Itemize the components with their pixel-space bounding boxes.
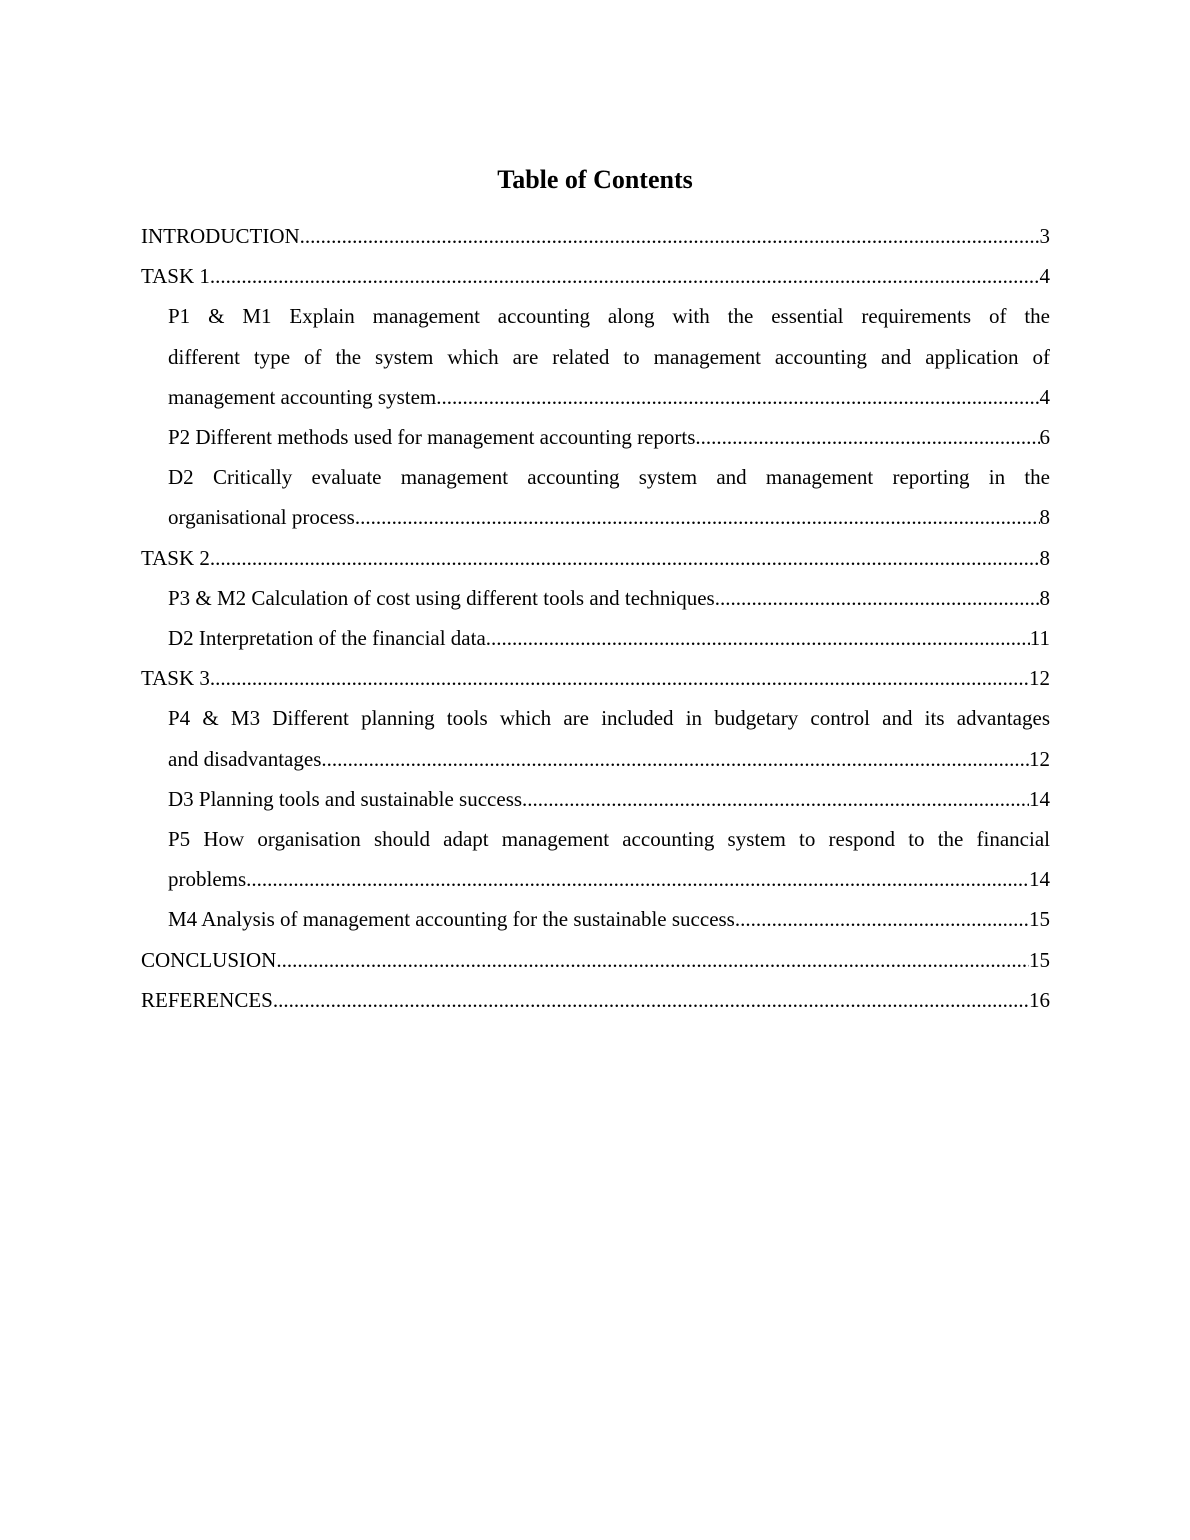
toc-entry-label: TASK 1: [141, 264, 210, 289]
toc-title: Table of Contents: [497, 165, 693, 194]
toc-page-number: 15: [1029, 907, 1050, 932]
toc-dot-leader: [273, 980, 1029, 1020]
toc-entry-label: M4 Analysis of management accounting for the sustainable success: [168, 907, 735, 932]
toc-page-number: 4: [1039, 384, 1050, 409]
toc-page-number: 11: [1029, 626, 1050, 651]
toc-entry-line: [141, 538, 1050, 578]
toc-entry-line: [168, 739, 1050, 779]
toc-entry-line: [141, 256, 1050, 296]
toc-entry-label: problems: [168, 867, 247, 892]
toc-entry[interactable]: [141, 940, 1050, 980]
toc-entry-text-line: P4 & M3 Different planning tools which are included in budgetary control and its advantages: [168, 706, 1050, 731]
toc-entry[interactable]: [141, 899, 1050, 939]
toc-entry[interactable]: [141, 658, 1050, 698]
toc-page-number: 15: [1029, 947, 1050, 972]
toc-page-number: 12: [1029, 666, 1050, 691]
toc-entry[interactable]: [141, 980, 1050, 1020]
toc-entry[interactable]: [141, 618, 1050, 658]
toc-page-number: 8: [1039, 585, 1050, 610]
toc-page-number: 6: [1039, 425, 1050, 450]
toc-entry-line: [168, 859, 1050, 899]
toc-entry-label: D2 Interpretation of the financial data: [168, 626, 486, 651]
toc-page-number: 4: [1039, 264, 1050, 289]
toc-entry[interactable]: [141, 256, 1050, 296]
toc-entry-label: REFERENCES: [141, 987, 273, 1012]
toc-entry-label: D3 Planning tools and sustainable success: [168, 786, 523, 811]
toc-entry-text-line: P1 & M1 Explain management accounting along with the essential requirements of the: [168, 304, 1050, 329]
toc-entry-label: management accounting system: [168, 384, 437, 409]
toc-page-number: 14: [1029, 786, 1050, 811]
toc-entry-line: [168, 417, 1050, 457]
toc-entry-line: [141, 940, 1050, 980]
toc-entry-line: [168, 899, 1050, 939]
toc-page-number: 3: [1039, 224, 1050, 248]
toc-page-number: 8: [1039, 505, 1050, 530]
toc-dot-leader: [522, 779, 1029, 819]
toc-dot-leader: [321, 739, 1029, 779]
toc-page-number: 14: [1029, 867, 1050, 892]
toc-entry-line: [168, 779, 1050, 819]
toc-entry-line: [168, 377, 1050, 417]
toc-page-number: 8: [1039, 545, 1050, 570]
toc-entry-label: organisational process: [168, 505, 355, 530]
toc-entry[interactable]: [141, 417, 1050, 457]
toc-dot-leader: [735, 899, 1029, 939]
toc-entry-text-line: different type of the system which are related to management accounting and application of: [168, 344, 1050, 369]
toc-dot-leader: [695, 417, 1039, 457]
toc-entry-line: [168, 618, 1050, 658]
toc-entry[interactable]: [141, 216, 1050, 256]
toc-entry-line: [141, 980, 1050, 1020]
toc-entry[interactable]: [141, 819, 1050, 899]
toc-entry-label: INTRODUCTION: [141, 224, 300, 248]
toc-page-number: 12: [1029, 746, 1050, 771]
toc-entry[interactable]: [141, 457, 1050, 537]
toc-entry-label: TASK 2: [141, 545, 210, 570]
toc-entry-line: [168, 578, 1050, 618]
toc-entry-label: and disadvantages: [168, 746, 322, 771]
toc-entry-text-line: D2 Critically evaluate management accounting system and management reporting in the: [168, 465, 1050, 490]
toc-dot-leader: [715, 578, 1040, 618]
toc-entry[interactable]: [141, 698, 1050, 778]
toc-dot-leader: [210, 538, 1040, 578]
toc-page-number: 16: [1029, 987, 1050, 1012]
toc-dot-leader: [210, 256, 1040, 296]
toc-entry-label: TASK 3: [141, 666, 210, 691]
toc-entry[interactable]: [141, 578, 1050, 618]
toc-entry-line: [141, 216, 1050, 256]
toc-entry-label: P2 Different methods used for management accounting reports: [168, 425, 696, 450]
toc-dot-leader: [210, 658, 1029, 698]
toc-entry-line: [168, 497, 1050, 537]
toc-entry[interactable]: [141, 538, 1050, 578]
toc-entry-label: P3 & M2 Calculation of cost using different tools and techniques: [168, 585, 715, 610]
toc-entry[interactable]: [141, 779, 1050, 819]
toc-entry-text-line: P5 How organisation should adapt management accounting system to respond to the financial: [168, 827, 1050, 852]
toc-dot-leader: [246, 859, 1029, 899]
toc-entry[interactable]: [141, 296, 1050, 417]
toc-entry-line: [141, 658, 1050, 698]
table-of-contents: [141, 216, 1050, 1020]
toc-dot-leader: [300, 216, 1040, 256]
toc-dot-leader: [486, 618, 1030, 658]
toc-dot-leader: [276, 940, 1029, 980]
toc-dot-leader: [436, 377, 1039, 417]
toc-entry-label: CONCLUSION: [141, 947, 277, 972]
toc-dot-leader: [355, 497, 1040, 537]
